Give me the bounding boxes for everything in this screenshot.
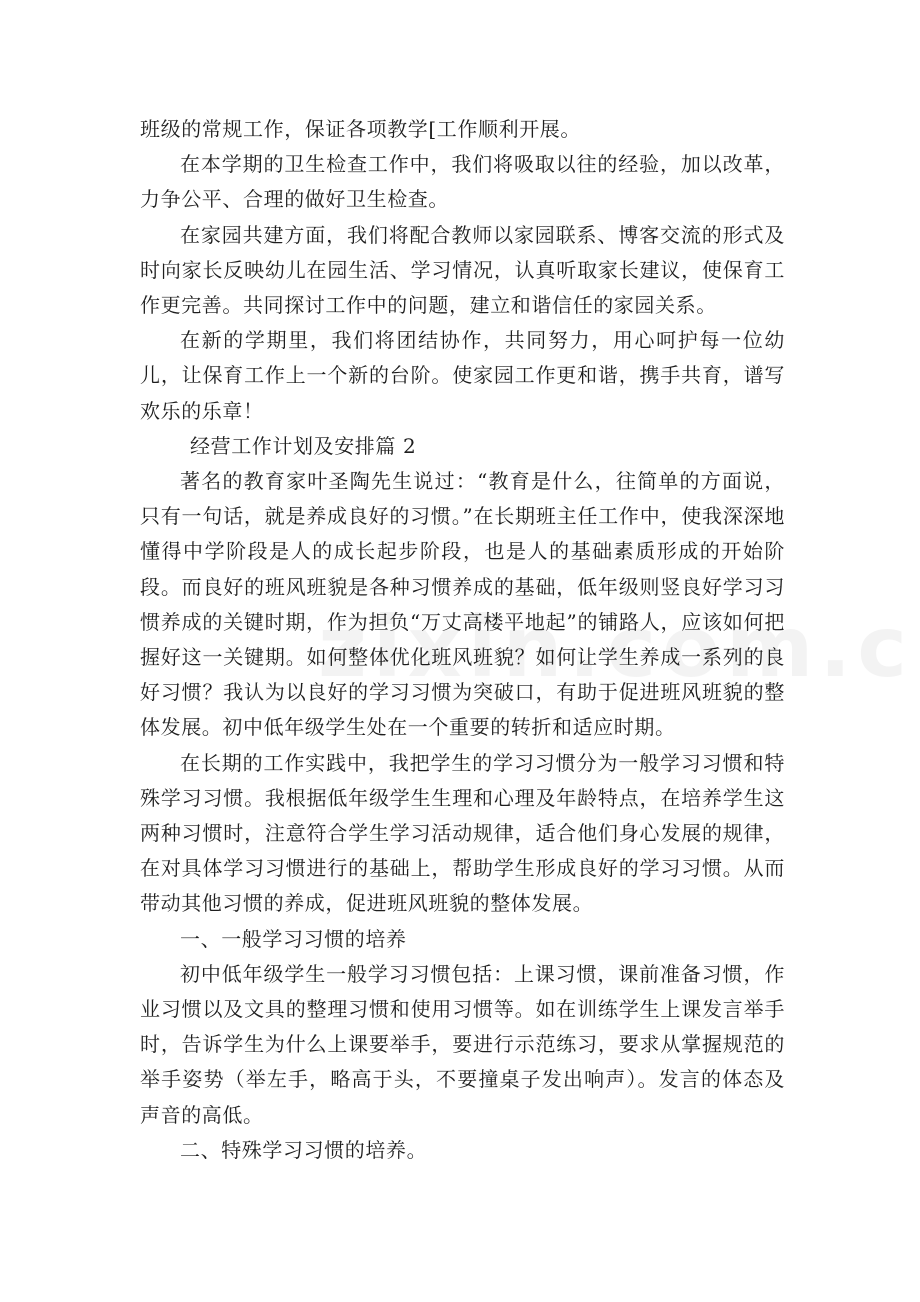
paragraph-hygiene-inspection: 在本学期的卫生检查工作中，我们将吸取以往的经验，加以改革，力争公平、合理的做好卫生检查。 [140,152,785,212]
watermark [318,598,920,696]
paragraph-general-habits: 初中低年级学生一般学习习惯包括：上课习惯，课前准备习惯，作业习惯以及文具的整理习惯和使用习惯等。如在训练学生上课发言举手时，告诉学生为什么上课要举手，要进行示范练习，要求从掌握规范的举手姿势（举左手，略高于头，不要撞桌子发出响声）。发言的体态及声音的高低。 [140,961,785,1127]
paragraph-study-habits: 在长期的工作实践中，我把学生的学习习惯分为一般学习习惯和特殊学习习惯。我根据低年级学生生理和心理及年龄特点，在培养学生这两种习惯时，注意符合学生学习活动规律，适合他们身心发展的规律，在对具体学习习惯进行的基础上，帮助学生形成良好的学习习惯。从而带动其他习惯的养成，促进班风班貌的整体发展。 [140,750,785,916]
subheading-special-habits: 二、特殊学习习惯的培养。 [180,1137,428,1162]
paragraph-home-school: 在家园共建方面，我们将配合教师以家园联系、博客交流的形式及时向家长反映幼儿在园生活、学习情况，认真听取家长建议，使保育工作更完善。共同探讨工作中的问题，建立和谐信任的家园关系。 [140,222,785,318]
subheading-general-habits: 一、一般学习习惯的培养 [180,926,407,951]
paragraph-continued: 班级的常规工作，保证各项教学[工作顺利开展。 [140,117,582,141]
paragraph-new-semester: 在新的学期里，我们将团结协作，共同努力，用心呵护每一位幼儿，让保育工作上一个新的台阶。使家园工作更和谐，携手共育，谱写欢乐的乐章！ [140,328,785,423]
paragraph-ye-shengtao-quote: 著名的教育家叶圣陶先生说过：“教育是什么，往简单的方面说，只有一句话，就是养成良好的习惯。”在长期班主任工作中，使我深深地懂得中学阶段是人的成长起步阶段，也是人的基础素质形成的开始阶段。而良好的班风班貌是各种习惯养成的基础，低年级则竖良好学习习惯养成的关键时期，作为担负“万丈高楼平地起”的铺路人，应该如何把握好这一关键期。如何整体优化班风班貌？如何让学生养成一系列的良好习惯？我认为以良好的学习习惯为突破口，有助于促进班风班貌的整体发展。初中低年级学生处在一个重要的转折和适应时期。 [140,469,785,740]
section-title: 经营工作计划及安排篇 2 [190,433,417,458]
